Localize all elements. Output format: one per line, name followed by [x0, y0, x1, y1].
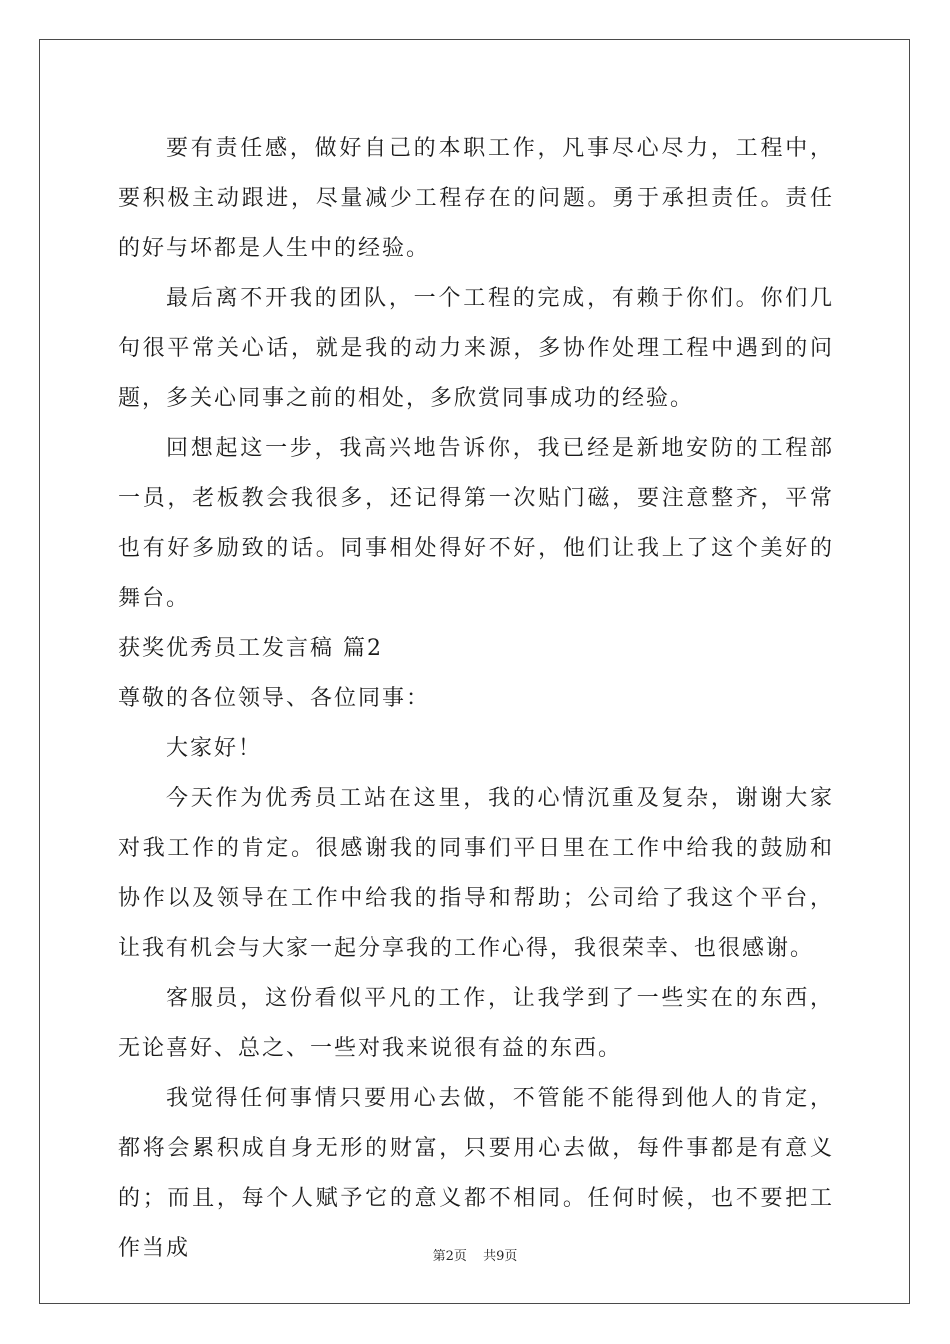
- document-body: [118, 124, 834, 1274]
- salutation: 尊敬的各位领导、各位同事：: [118, 686, 431, 711]
- paragraph: 最后离不开我的团队，一个工程的完成，有赖于你们。你们几句很平常关心话，就是我的动力来源，多协作处理工程中遇到的问题，多关心同事之前的相处，多欣赏同事成功的经验。: [118, 286, 834, 411]
- greeting: 大家好！: [166, 736, 263, 761]
- page-number: 第2页: [432, 1249, 467, 1264]
- page-footer: [0, 1245, 950, 1264]
- page-total: 共9页: [483, 1249, 518, 1264]
- paragraph: 我觉得任何事情只要用心去做，不管能不能得到他人的肯定，都将会累积成自身无形的财富，只要用心去做，每件事都是有意义的；而且，每个人赋予它的意义都不相同。任何时候，也不要把工作当成: [118, 1086, 834, 1261]
- paragraph: 回想起这一步，我高兴地告诉你，我已经是新地安防的工程部一员，老板教会我很多，还记得第一次贴门磁，要注意整齐，平常也有好多励致的话。同事相处得好不好，他们让我上了这个美好的舞台。: [118, 436, 834, 611]
- paragraph: 要有责任感，做好自己的本职工作，凡事尽心尽力，工程中，要积极主动跟进，尽量减少工程存在的问题。勇于承担责任。责任的好与坏都是人生中的经验。: [118, 136, 834, 261]
- section-title: 获奖优秀员工发言稿 篇2: [118, 636, 383, 661]
- paragraph: 今天作为优秀员工站在这里，我的心情沉重及复杂，谢谢大家对我工作的肯定。很感谢我的同事们平日里在工作中给我的鼓励和协作以及领导在工作中给我的指导和帮助；公司给了我这个平台，让我有机会与大家一起分享我的工作心得，我很荣幸、也很感谢。: [118, 786, 834, 961]
- paragraph: 客服员，这份看似平凡的工作，让我学到了一些实在的东西，无论喜好、总之、一些对我来说很有益的东西。: [118, 986, 834, 1061]
